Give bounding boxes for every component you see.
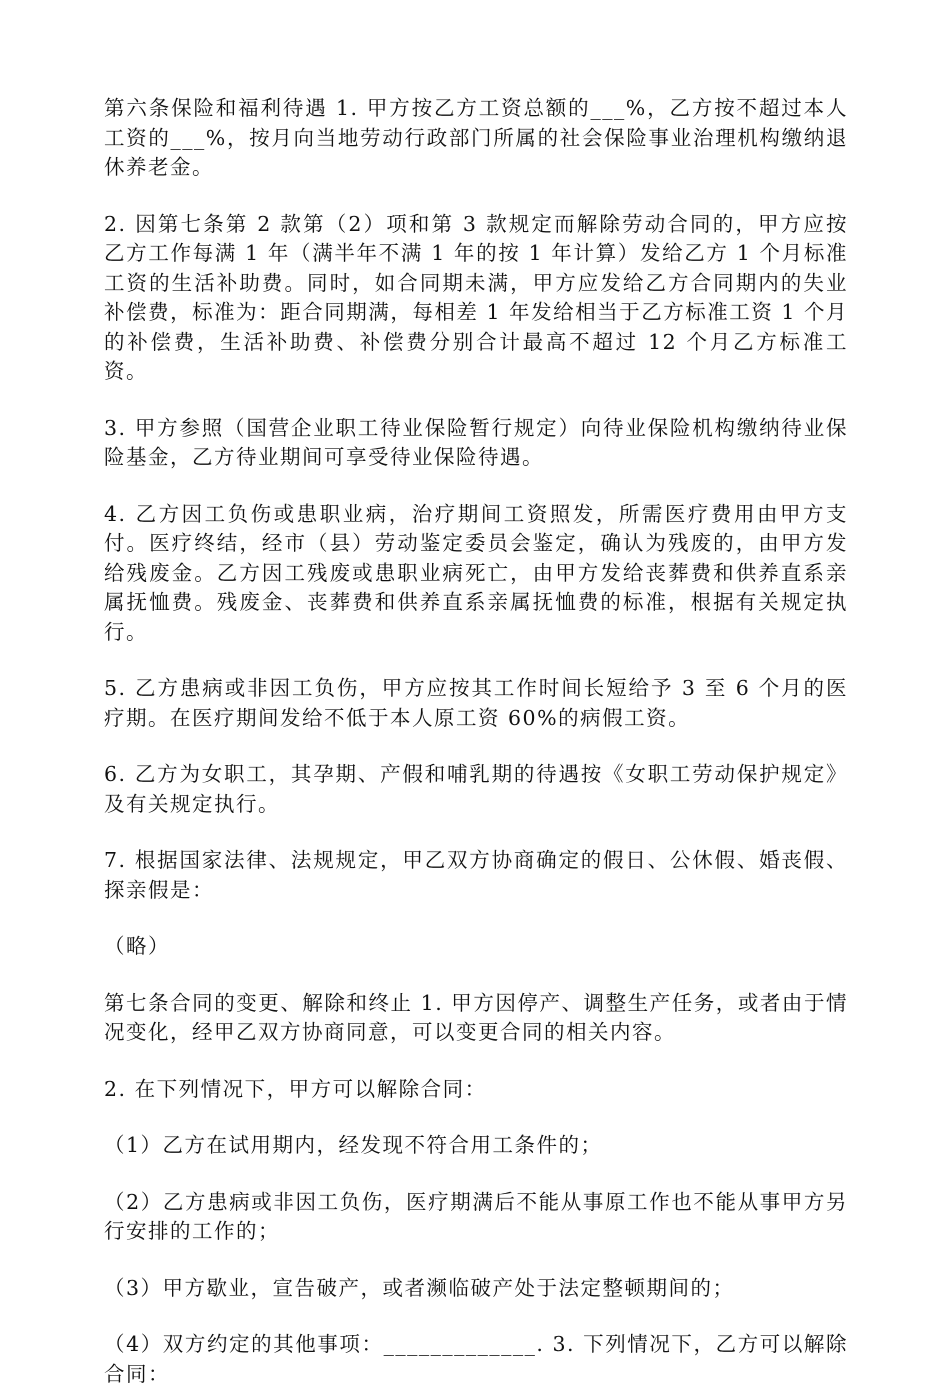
paragraph-holidays: 7. 根据国家法律、法规规定，甲乙双方协商确定的假日、公休假、婚丧假、探亲假是： — [104, 848, 848, 902]
paragraph-female-workers: 6. 乙方为女职工，其孕期、产假和哺乳期的待遇按《女职工劳动保护规定》及有关规定执行。 — [104, 762, 848, 816]
paragraph-omitted: （略） — [104, 934, 170, 958]
paragraph-termination-item-3: （3）甲方歇业，宣告破产，或者濒临破产处于法定整顿期间的； — [104, 1275, 735, 1300]
paragraph-work-injury: 4. 乙方因工负伤或患职业病，治疗期间工资照发，所需医疗费用由甲方支付。医疗终结，经市（县）劳动鉴定委员会鉴定，确认为残废的，由甲方发给残废金。乙方因工残废或患职业病死亡，由甲方发给丧葬费和供养直系亲属抚恤费。残废金、丧葬费和供养直系亲属抚恤费的标准，根据有关规定执行。 — [104, 501, 848, 644]
paragraph-termination-item-1: （1）乙方在试用期内，经发现不符合用工条件的； — [104, 1133, 603, 1157]
paragraph-termination-item-2: （2）乙方患病或非因工负伤，医疗期满后不能从事原工作也不能从事甲方另行安排的工作的； — [104, 1189, 848, 1243]
paragraph-sick-leave: 5. 乙方患病或非因工负伤，甲方应按其工作时间长短给予 3 至 6 个月的医疗期。在医疗期间发给不低于本人原工资 60%的病假工资。 — [104, 676, 848, 730]
paragraph-termination-item-4: （4）双方约定的其他事项：_____________. 3. 下列情况下，乙方可以解除合同： — [104, 1332, 848, 1386]
paragraph-unemployment-insurance: 3. 甲方参照（国营企业职工待业保险暂行规定）向待业保险机构缴纳待业保险基金，乙方待业期间可享受待业保险待遇。 — [104, 415, 848, 469]
paragraph-employer-termination-intro: 2. 在下列情况下，甲方可以解除合同： — [104, 1076, 487, 1101]
paragraph-article-6-pension: 第六条保险和福利待遇 1. 甲方按乙方工资总额的___%，乙方按不超过本人工资的___%，按月向当地劳动行政部门所属的社会保险事业治理机构缴纳退休养老金。 — [104, 96, 848, 179]
paragraph-article-7-change: 第七条合同的变更、解除和终止 1. 甲方因停产、调整生产任务，或者由于情况变化，经甲乙双方协商同意，可以变更合同的相关内容。 — [104, 990, 848, 1044]
paragraph-subsidy-compensation: 2. 因第七条第 2 款第（2）项和第 3 款规定而解除劳动合同的，甲方应按乙方工作每满 1 年（满半年不满 1 年的按 1 年计算）发给乙方 1 个月标准工资的生活补助费。同时，如合同期未满，甲方应发给乙方合同期内的失业补偿费，标准为：距合同期满，每相差 1 年发给相当于乙方标准工资 1 个月的补偿费，生活补助费、补偿费分别合计最高不超过 12 个月乙方标准工资。 — [104, 211, 848, 383]
